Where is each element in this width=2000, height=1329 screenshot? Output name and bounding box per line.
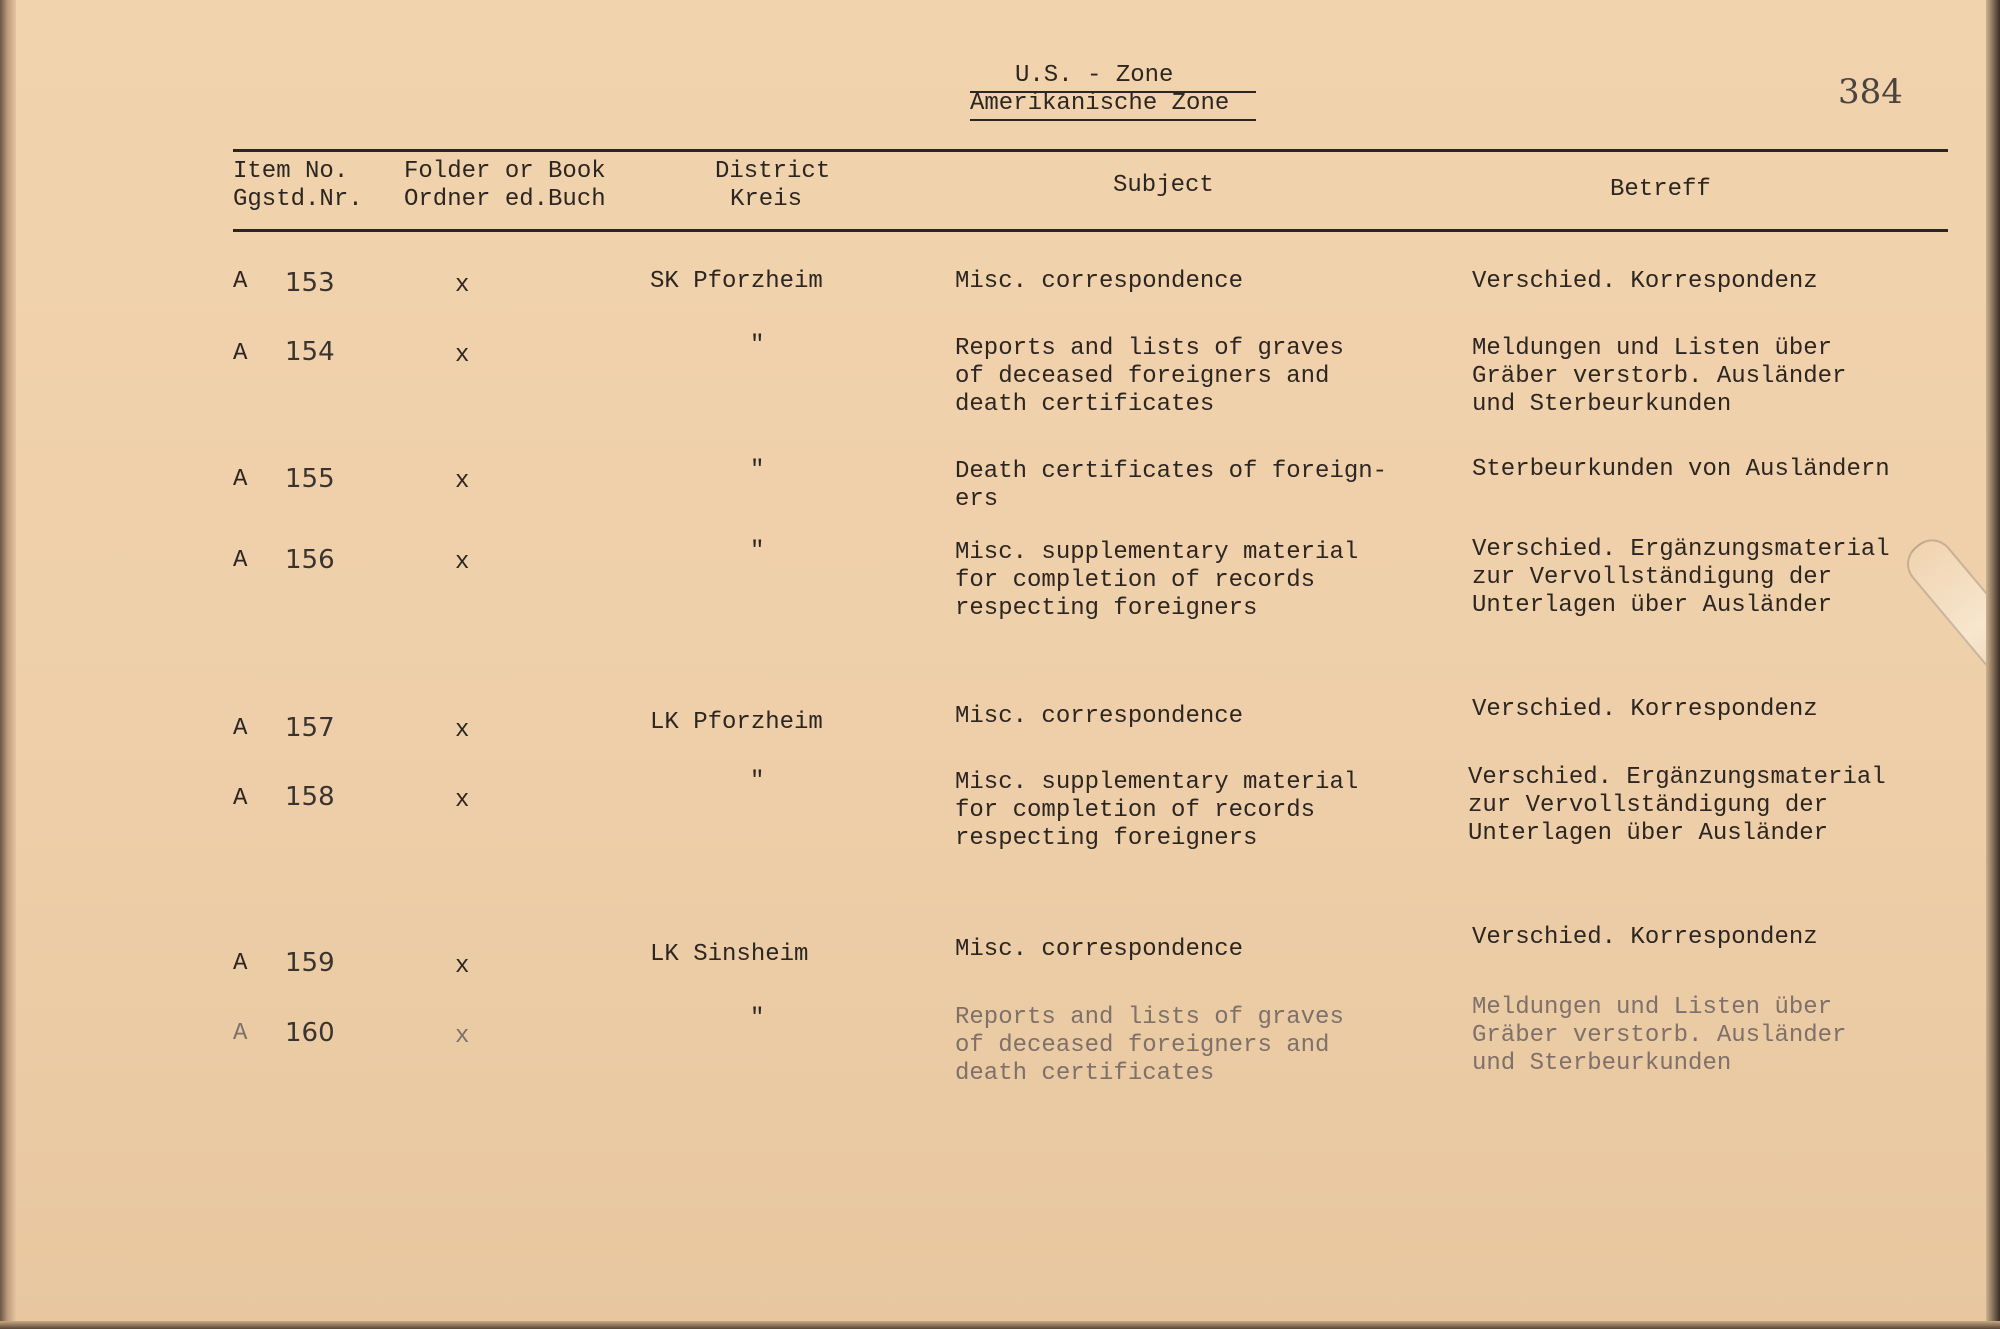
- item-number: 157: [285, 713, 335, 743]
- subject-cell: Death certificates of foreign- ers: [955, 458, 1388, 513]
- folder-mark: x: [455, 1023, 470, 1050]
- district-ditto-mark: ": [750, 1005, 765, 1032]
- district-cell: SK Pforzheim: [650, 268, 823, 295]
- item-number: 158: [285, 782, 335, 812]
- item-prefix: A: [233, 466, 248, 493]
- item-prefix: A: [233, 1020, 248, 1047]
- col-header-district-de: Kreis: [730, 186, 803, 213]
- table-top-rule: [233, 149, 1948, 152]
- item-number: 153: [285, 268, 335, 298]
- item-prefix: A: [233, 340, 248, 367]
- table-header-rule: [233, 229, 1948, 232]
- betreff-cell: Meldungen und Listen über Gräber verstorb. Ausländer und Sterbeurkunden: [1472, 994, 1847, 1077]
- district-ditto-mark: ": [750, 457, 765, 484]
- binding-gutter: [0, 0, 16, 1329]
- paper-clip-glare: [1898, 530, 2000, 717]
- subject-cell: Reports and lists of graves of deceased foreigners and death certificates: [955, 1004, 1344, 1087]
- item-prefix: A: [233, 950, 248, 977]
- district-ditto-mark: ": [750, 538, 765, 565]
- col-header-item-de: Ggstd.Nr.: [233, 186, 363, 213]
- betreff-cell: Sterbeurkunden von Ausländern: [1472, 456, 1890, 483]
- col-header-subject: Subject: [1113, 172, 1214, 199]
- folder-mark: x: [455, 342, 470, 369]
- subject-cell: Misc. supplementary material for completion of records respecting foreigners: [955, 539, 1359, 622]
- item-prefix: A: [233, 547, 248, 574]
- col-header-district-en: District: [715, 158, 831, 185]
- betreff-cell: Verschied. Ergänzungsmaterial zur Vervollständigung der Unterlagen über Ausländer: [1472, 536, 1890, 619]
- item-prefix: A: [233, 715, 248, 742]
- subject-cell: Misc. supplementary material for completion of records respecting foreigners: [955, 769, 1359, 852]
- zone-title-de: Amerikanische Zone: [970, 90, 1230, 117]
- col-header-folder-en: Folder or Book: [404, 158, 606, 185]
- subject-cell: Misc. correspondence: [955, 268, 1244, 295]
- col-header-betreff: Betreff: [1610, 176, 1711, 203]
- district-cell: LK Sinsheim: [650, 941, 809, 968]
- betreff-cell: Meldungen und Listen über Gräber verstorb. Ausländer und Sterbeurkunden: [1472, 335, 1847, 418]
- book-right-edge: [1986, 0, 2000, 1329]
- district-ditto-mark: ": [750, 768, 765, 795]
- item-number: 156: [285, 545, 335, 575]
- item-prefix: A: [233, 268, 248, 295]
- district-cell: LK Pforzheim: [650, 709, 823, 736]
- district-ditto-mark: ": [750, 332, 765, 359]
- folder-mark: x: [455, 468, 470, 495]
- betreff-cell: Verschied. Korrespondenz: [1472, 924, 1818, 951]
- item-number: 159: [285, 948, 335, 978]
- betreff-cell: Verschied. Korrespondenz: [1472, 696, 1818, 723]
- folder-mark: x: [455, 549, 470, 576]
- betreff-cell: Verschied. Ergänzungsmaterial zur Vervollständigung der Unterlagen über Ausländer: [1468, 764, 1886, 847]
- book-bottom-edge: [0, 1321, 2000, 1329]
- page-number: 384: [1838, 72, 1903, 112]
- subject-cell: Reports and lists of graves of deceased foreigners and death certificates: [955, 335, 1344, 418]
- folder-mark: x: [455, 953, 470, 980]
- col-header-item-en: Item No.: [233, 158, 349, 185]
- betreff-cell: Verschied. Korrespondenz: [1472, 268, 1818, 295]
- item-number: 155: [285, 464, 335, 494]
- subject-cell: Misc. correspondence: [955, 936, 1244, 963]
- folder-mark: x: [455, 272, 470, 299]
- folder-mark: x: [455, 717, 470, 744]
- zone-title-underline-2: [970, 119, 1256, 121]
- zone-title-us: U.S. - Zone: [1015, 62, 1174, 89]
- col-header-folder-de: Ordner ed.Buch: [404, 186, 606, 213]
- folder-mark: x: [455, 787, 470, 814]
- item-number: 160: [285, 1018, 335, 1048]
- item-prefix: A: [233, 785, 248, 812]
- item-number: 154: [285, 337, 335, 367]
- subject-cell: Misc. correspondence: [955, 703, 1244, 730]
